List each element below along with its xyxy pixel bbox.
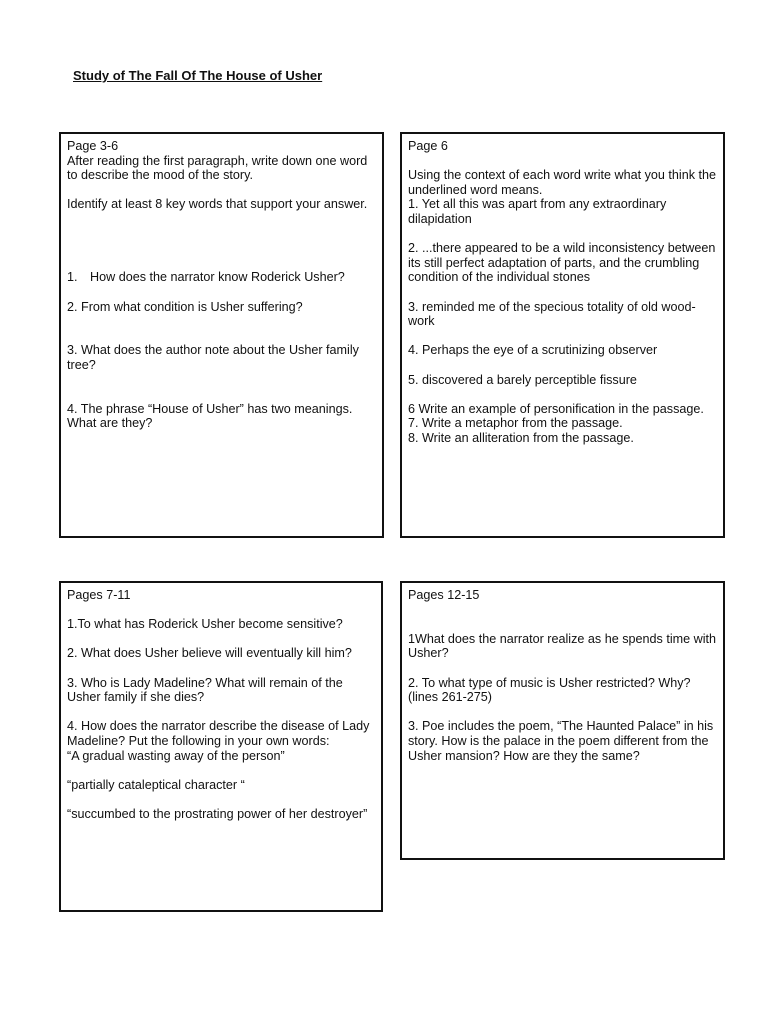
question-4: 4. How does the narrator describe the disease of Lady Madeline? Put the following in your own words: bbox=[67, 719, 370, 748]
mood-prompt: After reading the first paragraph, write down one word to describe the mood of the story. bbox=[67, 153, 368, 183]
question-number: 1. bbox=[67, 270, 78, 285]
vocab-item-2: 2. ...there appeared to be a wild inconsistency between its still perfect adaptation of parts, and the crumbling condition of the individual stones bbox=[408, 241, 716, 285]
question-2: 2. What does Usher believe will eventually kill him? bbox=[67, 646, 352, 661]
question-2: 2. To what type of music is Usher restricted? Why? (lines 261-275) bbox=[408, 675, 691, 705]
section-heading: Page 6 bbox=[408, 139, 448, 153]
section-heading: Pages 7-11 bbox=[67, 588, 131, 602]
question-1: 1.To what has Roderick Usher become sensitive? bbox=[67, 617, 343, 632]
question-1 bbox=[67, 270, 376, 285]
vocab-item-4: 4. Perhaps the eye of a scrutinizing observer bbox=[408, 343, 658, 358]
question-3: 3. Poe includes the poem, “The Haunted Palace” in his story. How is the palace in the poem different from the Usher mansion? How are they the same? bbox=[408, 719, 714, 763]
vocab-item-5: 5. discovered a barely perceptible fissure bbox=[408, 372, 637, 387]
section-pages-12-15 bbox=[400, 581, 725, 860]
section-pages-7-11 bbox=[59, 581, 383, 912]
section-pages-3-6 bbox=[59, 132, 384, 538]
quote-3: “succumbed to the prostrating power of her destroyer” bbox=[67, 806, 368, 821]
question-3: 3. Who is Lady Madeline? What will remain of the Usher family if she dies? bbox=[67, 675, 343, 705]
question-4: 4. The phrase “House of Usher” has two meanings. What are they? bbox=[67, 401, 353, 431]
personification-prompt: 6 Write an example of personification in the passage. bbox=[408, 401, 704, 416]
question-text: How does the narrator know Roderick Usher? bbox=[90, 270, 345, 285]
metaphor-prompt: 7. Write a metaphor from the passage. bbox=[408, 416, 623, 431]
quote-1: “A gradual wasting away of the person” bbox=[67, 748, 285, 763]
key-words-prompt: Identify at least 8 key words that support your answer. bbox=[67, 197, 368, 212]
vocab-item-3: 3. reminded me of the specious totality of old wood-work bbox=[408, 299, 696, 329]
section-heading: Page 3-6 bbox=[67, 139, 119, 153]
question-2: 2. From what condition is Usher suffering? bbox=[67, 299, 303, 314]
section-page-6 bbox=[400, 132, 725, 538]
question-3: 3. What does the author note about the Usher family tree? bbox=[67, 343, 359, 372]
context-prompt: Using the context of each word write what you think the underlined word means. bbox=[408, 168, 717, 197]
question-1: 1What does the narrator realize as he spends time with Usher? bbox=[408, 631, 717, 661]
section-heading: Pages 12-15 bbox=[408, 588, 480, 602]
vocab-item-1: 1. Yet all this was apart from any extraordinary dilapidation bbox=[408, 197, 667, 226]
quote-2: “partially cataleptical character “ bbox=[67, 777, 245, 792]
alliteration-prompt: 8. Write an alliteration from the passage. bbox=[408, 430, 634, 445]
page-title: Study of The Fall Of The House of Usher bbox=[73, 68, 323, 83]
